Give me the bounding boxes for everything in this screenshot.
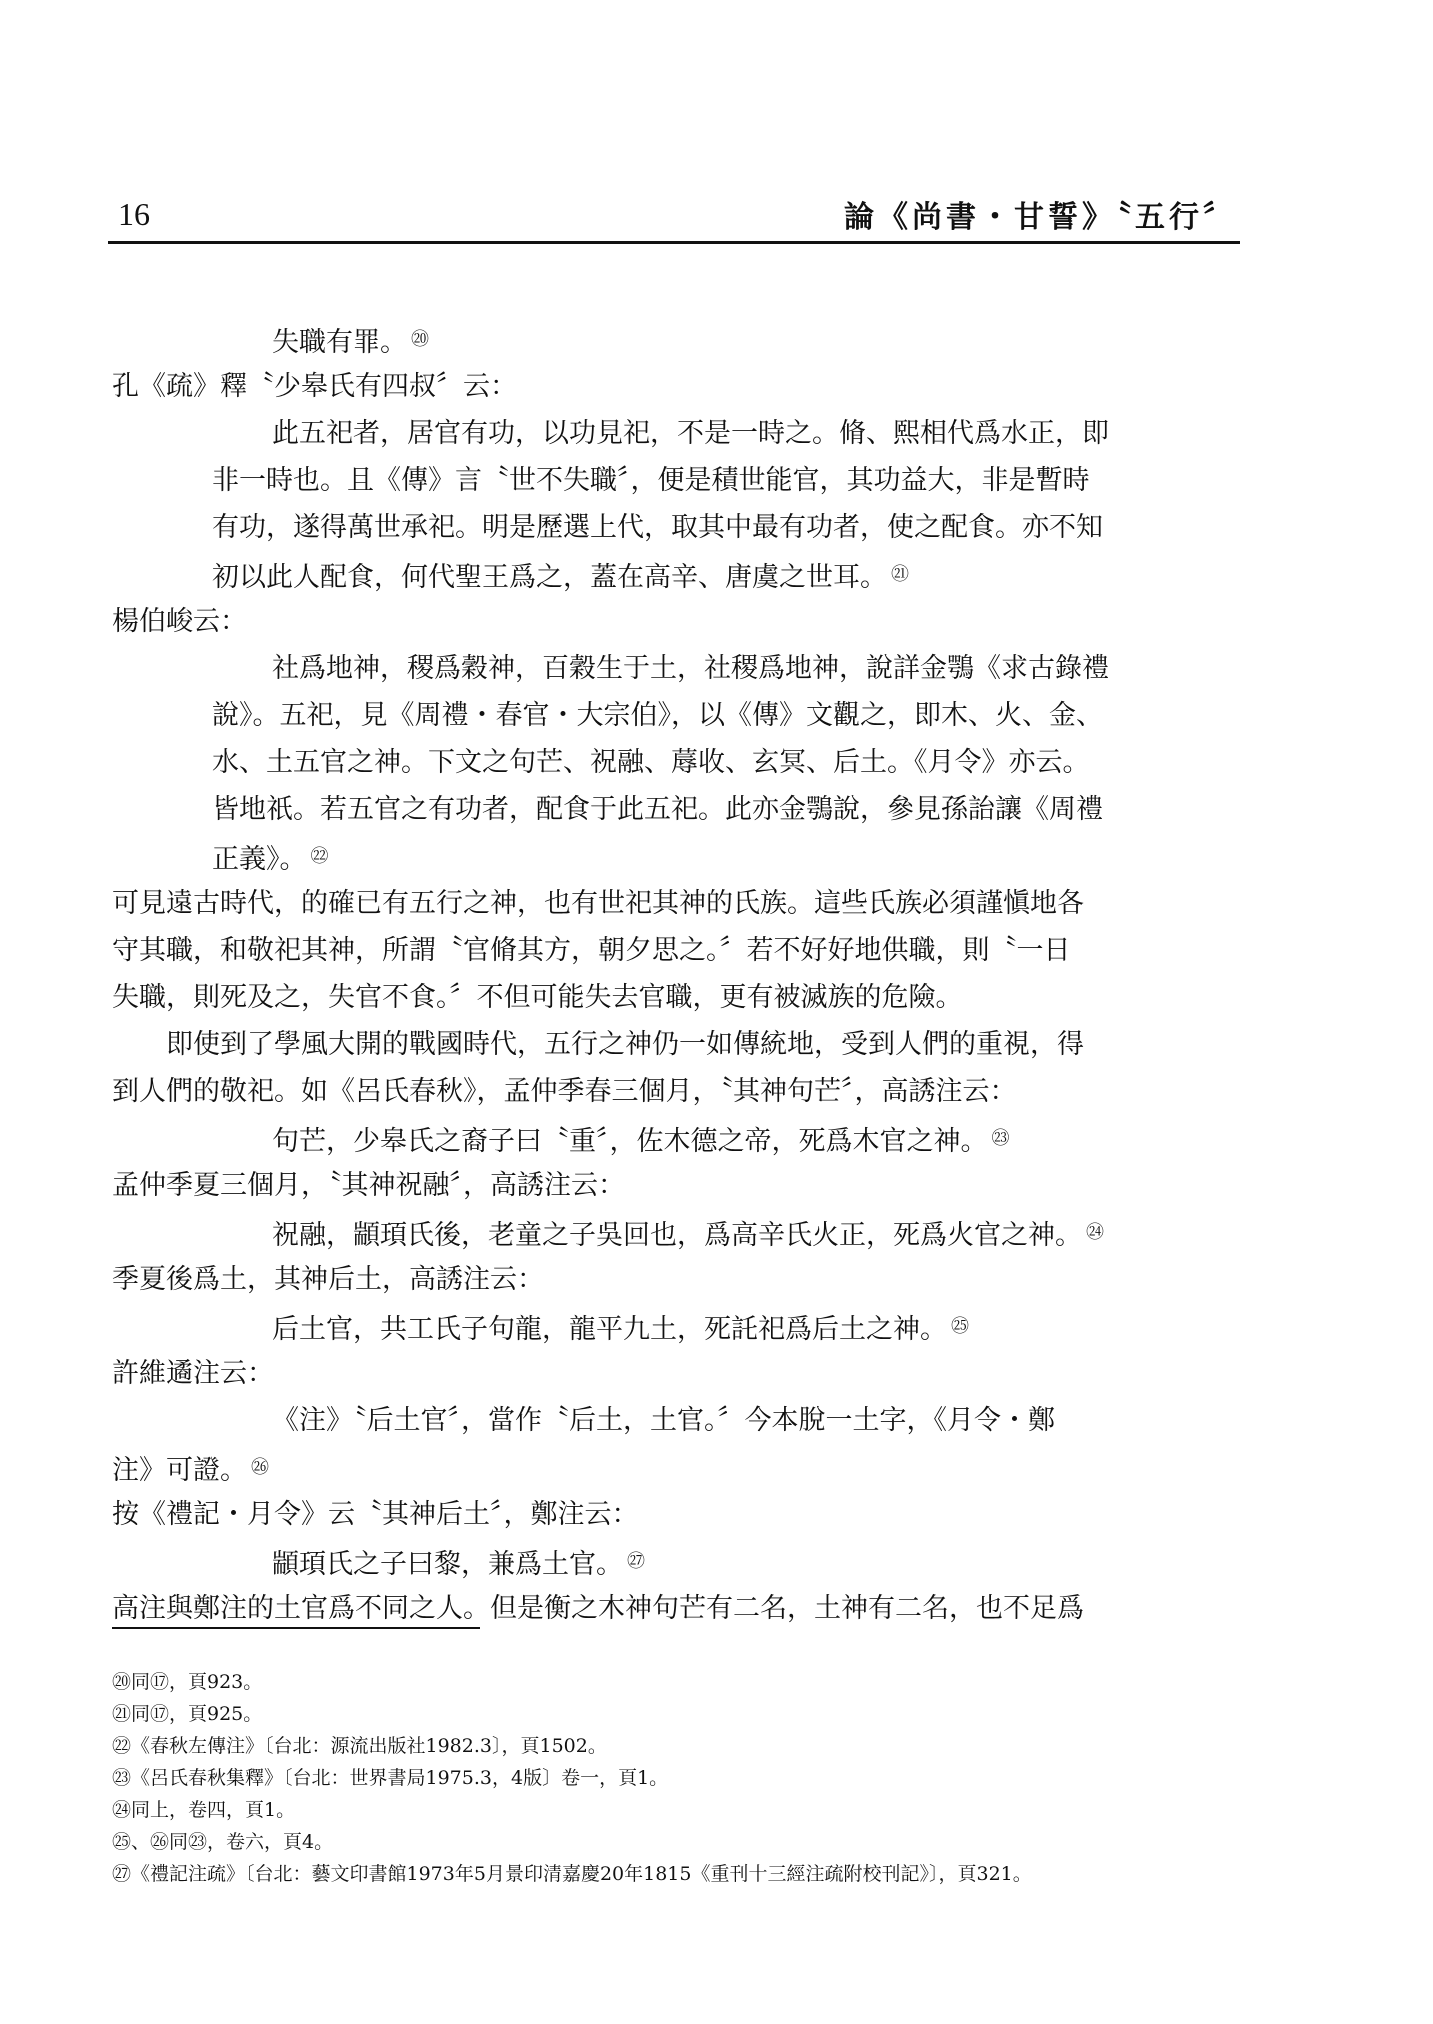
page-number: 16: [118, 196, 150, 232]
line-text: 到人們的敬祀。如《呂氏春秋》，孟仲季春三個月，〝其神句芒〞，高誘注云：: [112, 1076, 1017, 1107]
text-line: [112, 457, 1238, 504]
line-text: 初以此人配食，何代聖王爲之，蓋在高辛、唐虞之世耳。: [212, 562, 887, 593]
text-line: [112, 833, 1238, 880]
text-line: [112, 1162, 1238, 1209]
line-text: 失職有罪。: [272, 327, 407, 358]
footnote: ㉔同上，卷四，頁1。: [112, 1799, 296, 1821]
text-line: [112, 598, 1238, 645]
text-line: [112, 880, 1238, 927]
line-text: 守其職，和敬祀其神，所謂〝官脩其方，朝夕思之。〞若不好好地供職，則〝一日: [112, 935, 1071, 966]
line-text: 正義》。: [212, 844, 307, 875]
line-text: 即使到了學風大開的戰國時代，五行之神仍一如傳統地，受到人們的重視，得: [166, 1029, 1084, 1060]
text-line: [112, 692, 1238, 739]
line-text: 高注與鄭注的土官爲不同之人。但是衡之木神句芒有二名，土神有二名，也不足爲: [112, 1593, 1084, 1624]
text-line: [112, 1068, 1238, 1115]
line-text: 水、土五官之神。下文之句芒、祝融、蓐收、玄冥、后土。《月令》亦云。: [212, 747, 1090, 778]
line-text: 后土官，共工氏子句龍，龍平九土，死託祀爲后土之神。: [272, 1314, 947, 1345]
line-text: 有功，遂得萬世承祀。明是歷選上代，取其中最有功者，使之配食。亦不知: [212, 512, 1103, 543]
line-text: 許維遹注云：: [112, 1358, 274, 1389]
footnote-rule: [112, 1627, 480, 1629]
text-line: [112, 410, 1238, 457]
text-line: [112, 1256, 1238, 1303]
line-text: 皆地祇。若五官之有功者，配食于此五祀。此亦金鶚說，參見孫詒讓《周禮: [212, 794, 1103, 825]
footnote-marker: ㉖: [251, 1457, 269, 1478]
text-line: [112, 1585, 1238, 1632]
text-line: [112, 1350, 1238, 1397]
line-text: 孔《疏》釋〝少皋氏有四叔〞云：: [112, 371, 517, 402]
footnote: ㉕、㉖同㉓，卷六，頁4。: [112, 1831, 334, 1853]
footnotes: [112, 1666, 1238, 1890]
footnote: ㉑同⑰，頁925。: [112, 1703, 263, 1725]
line-text: 說》。五祀，見《周禮・春官・大宗伯》，以《傳》文觀之，即木、火、金、: [212, 700, 1103, 731]
running-title: 論《尚書・甘誓》〝五行〞: [844, 200, 1237, 235]
line-text: 《注》〝后土官〞，當作〝后土，土官。〞今本脫一土字，《月令・鄭: [272, 1405, 1055, 1436]
text-line: [112, 1303, 1238, 1350]
text-line: [112, 1444, 1238, 1491]
footnote-marker: ㉕: [951, 1316, 969, 1337]
text-line: [112, 1209, 1238, 1256]
line-text: 按《禮記・月令》云〝其神后土〞，鄭注云：: [112, 1499, 639, 1530]
line-text: 楊伯峻云：: [112, 606, 247, 637]
text-line: [112, 1021, 1238, 1068]
line-text: 非一時也。且《傳》言〝世不失職〞，便是積世能官，其功益大，非是暫時: [212, 465, 1090, 496]
footnote-marker: ㉔: [1086, 1222, 1104, 1243]
text-line: [112, 551, 1238, 598]
line-text: 可見遠古時代，的確已有五行之神，也有世祀其神的氏族。這些氏族必須謹愼地各: [112, 888, 1084, 919]
text-line: [112, 1491, 1238, 1538]
text-line: [112, 1397, 1238, 1444]
footnote: ㉗《禮記注疏》〔台北：藝文印書館1973年5月景印清嘉慶20年1815《重刊十三經注疏附校刊記》〕，頁321。: [112, 1863, 1032, 1885]
footnote: ⑳同⑰，頁923。: [112, 1671, 263, 1693]
footnote-marker: ㉓: [991, 1128, 1010, 1149]
line-text: 句芒，少皋氏之裔子曰〝重〞，佐木德之帝，死爲木官之神。: [272, 1126, 988, 1157]
body-text: [112, 316, 1238, 1632]
line-text: 社爲地神，稷爲穀神，百穀生于土，社稷爲地神，說詳金鶚《求古錄禮: [272, 653, 1109, 684]
text-line: [112, 316, 1238, 363]
line-text: 祝融，顓頊氏後，老童之子吳回也，爲高辛氏火正，死爲火官之神。: [272, 1220, 1082, 1251]
footnote-marker: ⑳: [411, 329, 429, 350]
footnote: ㉒《春秋左傳注》〔台北：源流出版社1982.3〕，頁1502。: [112, 1735, 607, 1757]
line-text: 孟仲季夏三個月，〝其神祝融〞，高誘注云：: [112, 1170, 625, 1201]
footnote: ㉓《呂氏春秋集釋》〔台北：世界書局1975.3，4版〕卷一，頁1。: [112, 1767, 669, 1789]
footnote-marker: ㉗: [627, 1551, 645, 1572]
line-text: 顓頊氏之子曰黎，兼爲土官。: [272, 1549, 623, 1580]
header-rule: [108, 241, 1240, 244]
line-text: 注》可證。: [112, 1455, 247, 1486]
text-line: [112, 974, 1238, 1021]
text-line: [112, 739, 1238, 786]
text-line: [112, 504, 1238, 551]
text-line: [112, 927, 1238, 974]
line-text: 季夏後爲土，其神后土，高誘注云：: [112, 1264, 544, 1295]
text-line: [112, 1538, 1238, 1585]
line-text: 此五祀者，居官有功，以功見祀，不是一時之。脩、熙相代爲水正，即: [272, 418, 1109, 449]
text-line: [112, 786, 1238, 833]
line-text: 失職，則死及之，失官不食。〞不但可能失去官職，更有被滅族的危險。: [112, 982, 963, 1013]
footnote-marker: ㉒: [310, 846, 329, 867]
text-line: [112, 1115, 1238, 1162]
text-line: [112, 645, 1238, 692]
footnote-marker: ㉑: [891, 564, 909, 585]
text-line: [112, 363, 1238, 410]
